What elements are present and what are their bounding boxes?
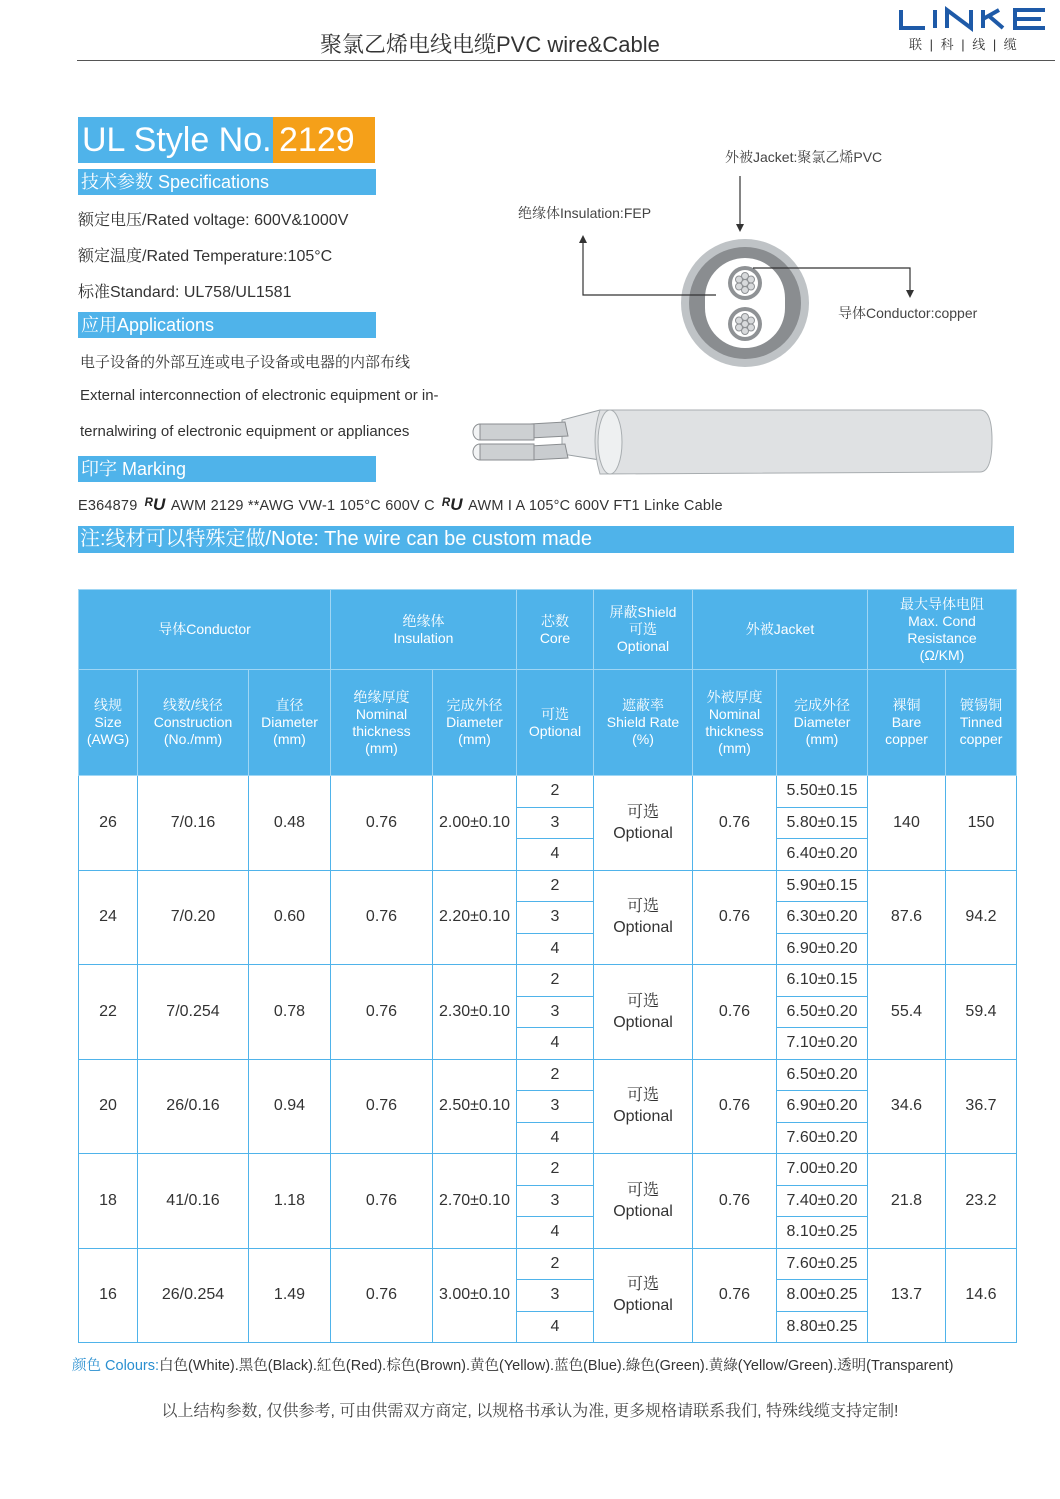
cell-shield-optional [594,776,693,871]
table-row [79,965,1017,997]
ul-style-number: 2129 [273,117,375,163]
cell-tinned-copper: 59.4 [946,965,1017,1060]
header-bare-copper: 裸铜 Bare copper [868,670,946,776]
cell-shield-optional [594,870,693,965]
optional-cn: 可选 [626,803,659,821]
cell-jacket-diameter: 8.10±0.25 [777,1217,868,1249]
cell-bare-copper: 13.7 [868,1248,946,1343]
jacket-label: 外被Jacket:聚氯乙烯PVC [725,149,883,165]
cell-diameter: 1.49 [249,1248,331,1343]
insulated-core-1 [480,424,534,440]
cell-ins-diameter: 2.00±0.10 [433,776,517,871]
marking-heading: 印字 Marking [78,456,376,482]
cell-diameter: 0.78 [249,965,331,1060]
header-insulation: 绝缘体 Insulation [331,590,517,670]
header-core-optional: 可选 Optional [517,670,594,776]
footer-disclaimer: 以上结构参数, 仅供参考, 可由供需双方商定, 以规格书承认为准, 更多规格请联系我们, 特殊线缆支持定制! [161,1403,899,1420]
cell-ins-thickness: 0.76 [331,1248,433,1343]
cell-jacket-diameter: 6.90±0.20 [777,933,868,965]
colours-label: 颜色 Colours: [72,1358,160,1374]
cell-ins-thickness: 0.76 [331,1059,433,1154]
optional-en: Optional [613,919,673,937]
cell-ins-thickness: 0.76 [331,1154,433,1249]
cell-core-count: 4 [517,933,594,965]
conductor-label: 导体Conductor:copper [838,305,978,321]
cell-jacket-thickness: 0.76 [693,1154,777,1249]
logo-wordmark [895,6,1055,32]
optional-en: Optional [613,824,673,842]
table-row [79,1059,1017,1091]
table-row [79,1154,1017,1186]
cell-tinned-copper: 36.7 [946,1059,1017,1154]
cell-ins-thickness: 0.76 [331,870,433,965]
cell-jacket-diameter: 8.80±0.25 [777,1311,868,1343]
cell-core-count: 3 [517,1280,594,1312]
cell-tinned-copper: 94.2 [946,870,1017,965]
colours-list: 白色(White).黑色(Black).紅色(Red).棕色(Brown).黄色(Yellow).蓝色(Blue).綠色(Green).黄綠(Yellow/Green).透明(Transparent) [159,1358,954,1374]
standard: 标准Standard: UL758/UL1581 [78,284,292,301]
cell-ins-diameter: 2.70±0.10 [433,1154,517,1249]
logo-subtitle: 联 | 科 | 线 | 缆 [909,37,1019,52]
cell-core-count: 3 [517,1091,594,1123]
group-header-row [79,590,1017,670]
header-construction: 线数/线径 Construction (No./mm) [138,670,249,776]
specifications-heading: 技术参数 Specifications [78,169,376,195]
header-shield-rate: 遮蔽率 Shield Rate (%) [594,670,693,776]
cell-core-count: 3 [517,807,594,839]
strands-2 [736,314,755,335]
cell-jacket-diameter: 7.10±0.20 [777,1028,868,1060]
ul-style-banner [78,117,375,163]
cell-jacket-thickness: 0.76 [693,776,777,871]
cell-jacket-thickness: 0.76 [693,870,777,965]
linke-logo [895,6,1055,52]
sub-header-row [79,670,1017,776]
cell-ins-thickness: 0.76 [331,965,433,1060]
cell-awg: 18 [79,1154,138,1249]
header-tinned-copper: 镀锡铜 Tinned copper [946,670,1017,776]
cell-jacket-diameter: 5.50±0.15 [777,776,868,808]
header-shield: 屏蔽Shield 可选 Optional [594,590,693,670]
ul-recognized-icon: ᴿU [441,495,463,514]
cell-jacket-diameter: 6.50±0.20 [777,1059,868,1091]
cell-jacket-diameter: 7.40±0.20 [777,1185,868,1217]
page-title: 聚氯乙烯电线电缆PVC wire&Cable [320,32,660,57]
cell-core-count: 2 [517,965,594,997]
header-jacket-thickness: 外被厚度 Nominal thickness (mm) [693,670,777,776]
cell-bare-copper: 21.8 [868,1154,946,1249]
cell-jacket-diameter: 6.50±0.20 [777,996,868,1028]
application-line-3: ternalwiring of electronic equipment or appliances [80,423,410,440]
header-conductor: 导体Conductor [79,590,331,670]
spec-table [78,589,1017,1343]
cell-construction: 7/0.16 [138,776,249,871]
jacket-side [595,410,992,474]
header-core: 芯数 Core [517,590,594,670]
custom-note: 注:线材可以特殊定做/Note: The wire can be custom made [78,526,1014,553]
header-resistance: 最大导体电阻 Max. Cond Resistance (Ω/KM) [868,590,1017,670]
cell-core-count: 4 [517,1311,594,1343]
insulated-core-2 [480,444,534,460]
optional-en: Optional [613,1108,673,1126]
core-1-side [530,422,568,438]
arrow-icon [736,224,744,232]
cell-ins-diameter: 2.20±0.10 [433,870,517,965]
optional-en: Optional [613,1202,673,1220]
cell-bare-copper: 87.6 [868,870,946,965]
cell-diameter: 0.60 [249,870,331,965]
cell-shield-optional [594,1248,693,1343]
cell-awg: 16 [79,1248,138,1343]
header-size: 线规 Size (AWG) [79,670,138,776]
cell-jacket-diameter: 7.60±0.20 [777,1122,868,1154]
optional-cn: 可选 [626,992,659,1010]
rated-voltage: 额定电压/Rated voltage: 600V&1000V [78,212,349,229]
cell-core-count: 4 [517,1122,594,1154]
cell-jacket-diameter: 6.30±0.20 [777,902,868,934]
cell-core-count: 4 [517,1217,594,1249]
cell-construction: 7/0.20 [138,870,249,965]
cell-core-count: 4 [517,1028,594,1060]
cell-shield-optional [594,1154,693,1249]
cell-jacket-diameter: 6.90±0.20 [777,1091,868,1123]
cell-jacket-diameter: 5.80±0.15 [777,807,868,839]
marking-awm-part1: AWM 2129 **AWG VW-1 105°C 600V C [170,498,435,514]
colours-line [72,1354,953,1375]
cell-core-count: 2 [517,1248,594,1280]
cell-jacket-diameter: 8.00±0.25 [777,1280,868,1312]
cell-awg: 24 [79,870,138,965]
cell-jacket-thickness: 0.76 [693,1248,777,1343]
cell-ins-diameter: 3.00±0.10 [433,1248,517,1343]
table-row [79,1248,1017,1280]
header-ins-diameter: 完成外径 Diameter (mm) [433,670,517,776]
cell-tinned-copper: 14.6 [946,1248,1017,1343]
header-diameter: 直径 Diameter (mm) [249,670,331,776]
cell-shield-optional [594,1059,693,1154]
cell-construction: 26/0.16 [138,1059,249,1154]
cell-jacket-diameter: 7.60±0.25 [777,1248,868,1280]
header-jacket: 外被Jacket [693,590,868,670]
table-row [79,776,1017,808]
optional-en: Optional [613,1013,673,1031]
header-divider [77,60,1055,61]
table-row [79,870,1017,902]
optional-cn: 可选 [626,1087,659,1105]
core-2-side [530,444,568,460]
marking-awm-part2: AWM I A 105°C 600V FT1 Linke Cable [468,498,723,514]
cell-core-count: 3 [517,1185,594,1217]
arrow-icon [579,235,587,243]
cell-ins-diameter: 2.30±0.10 [433,965,517,1060]
cell-shield-optional [594,965,693,1060]
optional-cn: 可选 [626,1276,659,1294]
ul-style-label: UL Style No. [78,117,273,163]
cell-tinned-copper: 23.2 [946,1154,1017,1249]
cell-core-count: 2 [517,1059,594,1091]
spec-table-body [79,776,1017,1343]
cell-diameter: 0.94 [249,1059,331,1154]
cell-core-count: 3 [517,996,594,1028]
optional-cn: 可选 [626,1181,659,1199]
cell-core-count: 4 [517,839,594,871]
rated-temperature: 额定温度/Rated Temperature:105°C [78,248,333,265]
cell-awg: 22 [79,965,138,1060]
cell-jacket-diameter: 5.90±0.15 [777,870,868,902]
cell-jacket-diameter: 6.40±0.20 [777,839,868,871]
cell-diameter: 0.48 [249,776,331,871]
jacket-end [598,410,622,474]
applications-heading: 应用Applications [78,312,376,338]
insulation-label: 绝缘体Insulation:FEP [518,205,652,221]
header-ins-thickness: 绝缘厚度 Nominal thickness (mm) [331,670,433,776]
cell-jacket-diameter: 6.10±0.15 [777,965,868,997]
cell-core-count: 2 [517,870,594,902]
cell-core-count: 2 [517,776,594,808]
cell-core-count: 2 [517,1154,594,1186]
optional-cn: 可选 [626,898,659,916]
optional-en: Optional [613,1297,673,1315]
cell-construction: 7/0.254 [138,965,249,1060]
marking-file-number: E364879 [78,498,138,514]
cell-ins-diameter: 2.50±0.10 [433,1059,517,1154]
cell-construction: 26/0.254 [138,1248,249,1343]
application-line-2: External interconnection of electronic equipment or in- [80,387,439,404]
cell-jacket-thickness: 0.76 [693,965,777,1060]
cell-ins-thickness: 0.76 [331,776,433,871]
cell-awg: 26 [79,776,138,871]
cell-bare-copper: 140 [868,776,946,871]
application-line-1: 电子设备的外部互连或电子设备或电器的内部布线 [80,354,411,371]
ul-recognized-icon: ᴿU [143,495,166,514]
cell-tinned-copper: 150 [946,776,1017,871]
cell-bare-copper: 55.4 [868,965,946,1060]
cell-jacket-diameter: 7.00±0.20 [777,1154,868,1186]
header-jacket-diameter: 完成外径 Diameter (mm) [777,670,868,776]
cell-diameter: 1.18 [249,1154,331,1249]
strands-1 [736,273,755,294]
cell-jacket-thickness: 0.76 [693,1059,777,1154]
cell-construction: 41/0.16 [138,1154,249,1249]
cell-bare-copper: 34.6 [868,1059,946,1154]
cell-core-count: 3 [517,902,594,934]
arrow-icon [906,290,914,298]
cell-awg: 20 [79,1059,138,1154]
